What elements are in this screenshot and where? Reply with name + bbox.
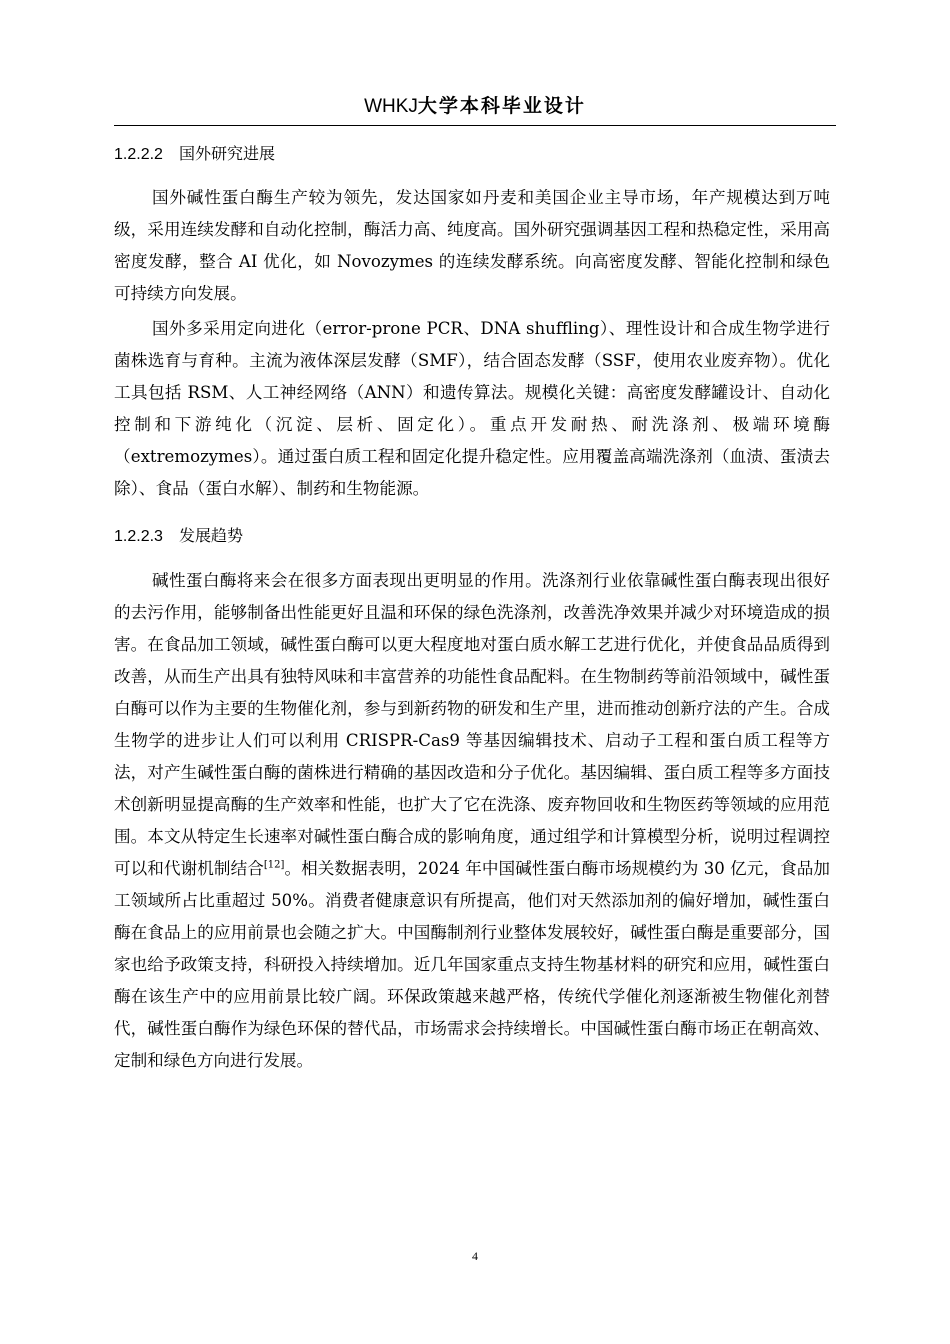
page-header: [0, 91, 950, 118]
section-title: 国外研究进展: [178, 144, 275, 163]
citation-ref: [12]: [263, 859, 285, 871]
section-heading-1-2-2-3: [114, 525, 243, 548]
section-number: 1.2.2.2: [114, 146, 163, 163]
section-heading-1-2-2-2: [114, 143, 275, 166]
paragraph-foreign-1: 国外碱性蛋白酶生产较为领先，发达国家如丹麦和美国企业主导市场，年产规模达到万吨级，采用连续发酵和自动化控制，酶活力高、纯度高。国外研究强调基因工程和热稳定性，采用高密度发酵，整合 AI 优化，如 Novozymes 的连续发酵系统。向高密度发酵、智能化控制和绿色可持续方向发展。: [114, 188, 830, 303]
paragraph-trends: [114, 565, 830, 1077]
paragraph-trends-part2: 。相关数据表明，2024 年中国碱性蛋白酶市场规模约为 30 亿元，食品加工领域所占比重超过 50%。消费者健康意识有所提高，他们对天然添加剂的偏好增加，碱性蛋白酶在食品上的应用前景也会随之扩大。中国酶制剂行业整体发展较好，碱性蛋白酶是重要部分，国家也给予政策支持，科研投入持续增加。近几年国家重点支持生物基材料的研究和应用，碱性蛋白酶在该生产中的应用前景比较广阔。环保政策越来越严格，传统代学催化剂逐渐被生物催化剂替代，碱性蛋白酶作为绿色环保的替代品，市场需求会持续增长。中国碱性蛋白酶市场正在朝高效、定制和绿色方向进行发展。: [114, 859, 831, 1070]
page-number: 4: [472, 1249, 478, 1263]
paragraph-trends-part1: 碱性蛋白酶将来会在很多方面表现出更明显的作用。洗涤剂行业依靠碱性蛋白酶表现出很好的去污作用，能够制备出性能更好且温和环保的绿色洗涤剂，改善洗净效果并减少对环境造成的损害。在食品加工领域，碱性蛋白酶可以更大程度地对蛋白质水解工艺进行优化，并使食品品质得到改善，从而生产出具有独特风味和丰富营养的功能性食品配料。在生物制药等前沿领域中，碱性蛋白酶可以作为主要的生物催化剂，参与到新药物的研发和生产里，进而推动创新疗法的产生。合成生物学的进步让人们可以利用 CRISPR-Cas9 等基因编辑技术、启动子工程和蛋白质工程等方法，对产生碱性蛋白酶的菌株进行精确的基因改造和分子优化。基因编辑、蛋白质工程等多方面技术创新明显提高酶的生产效率和性能，也扩大了它在洗涤、废弃物回收和生物医药等领域的应用范围。本文从特定生长速率对碱性蛋白酶合成的影响角度，通过组学和计算模型分析，说明过程调控可以和代谢机制结合: [114, 571, 830, 878]
header-rule: [114, 125, 836, 126]
section-number: 1.2.2.3: [114, 528, 163, 545]
header-code: WHKJ: [364, 96, 418, 117]
header-title: 大学本科毕业设计: [417, 95, 586, 117]
paragraph-foreign-2: 国外多采用定向进化（error-prone PCR、DNA shuffling）、理性设计和合成生物学进行菌株选育与育种。主流为液体深层发酵（SMF），结合固态发酵（SSF，使用农业废弃物）。优化工具包括 RSM、人工神经网络（ANN）和遗传算法。规模化关键：高密度发酵罐设计、自动化控制和下游纯化（沉淀、层析、固定化）。重点开发耐热、耐洗涤剂、极端环境酶（extremozymes）。通过蛋白质工程和固定化提升稳定性。应用覆盖高端洗涤剂（血渍、蛋渍去除）、食品（蛋白水解）、制药和生物能源。: [114, 319, 830, 498]
section-title: 发展趋势: [178, 526, 243, 545]
